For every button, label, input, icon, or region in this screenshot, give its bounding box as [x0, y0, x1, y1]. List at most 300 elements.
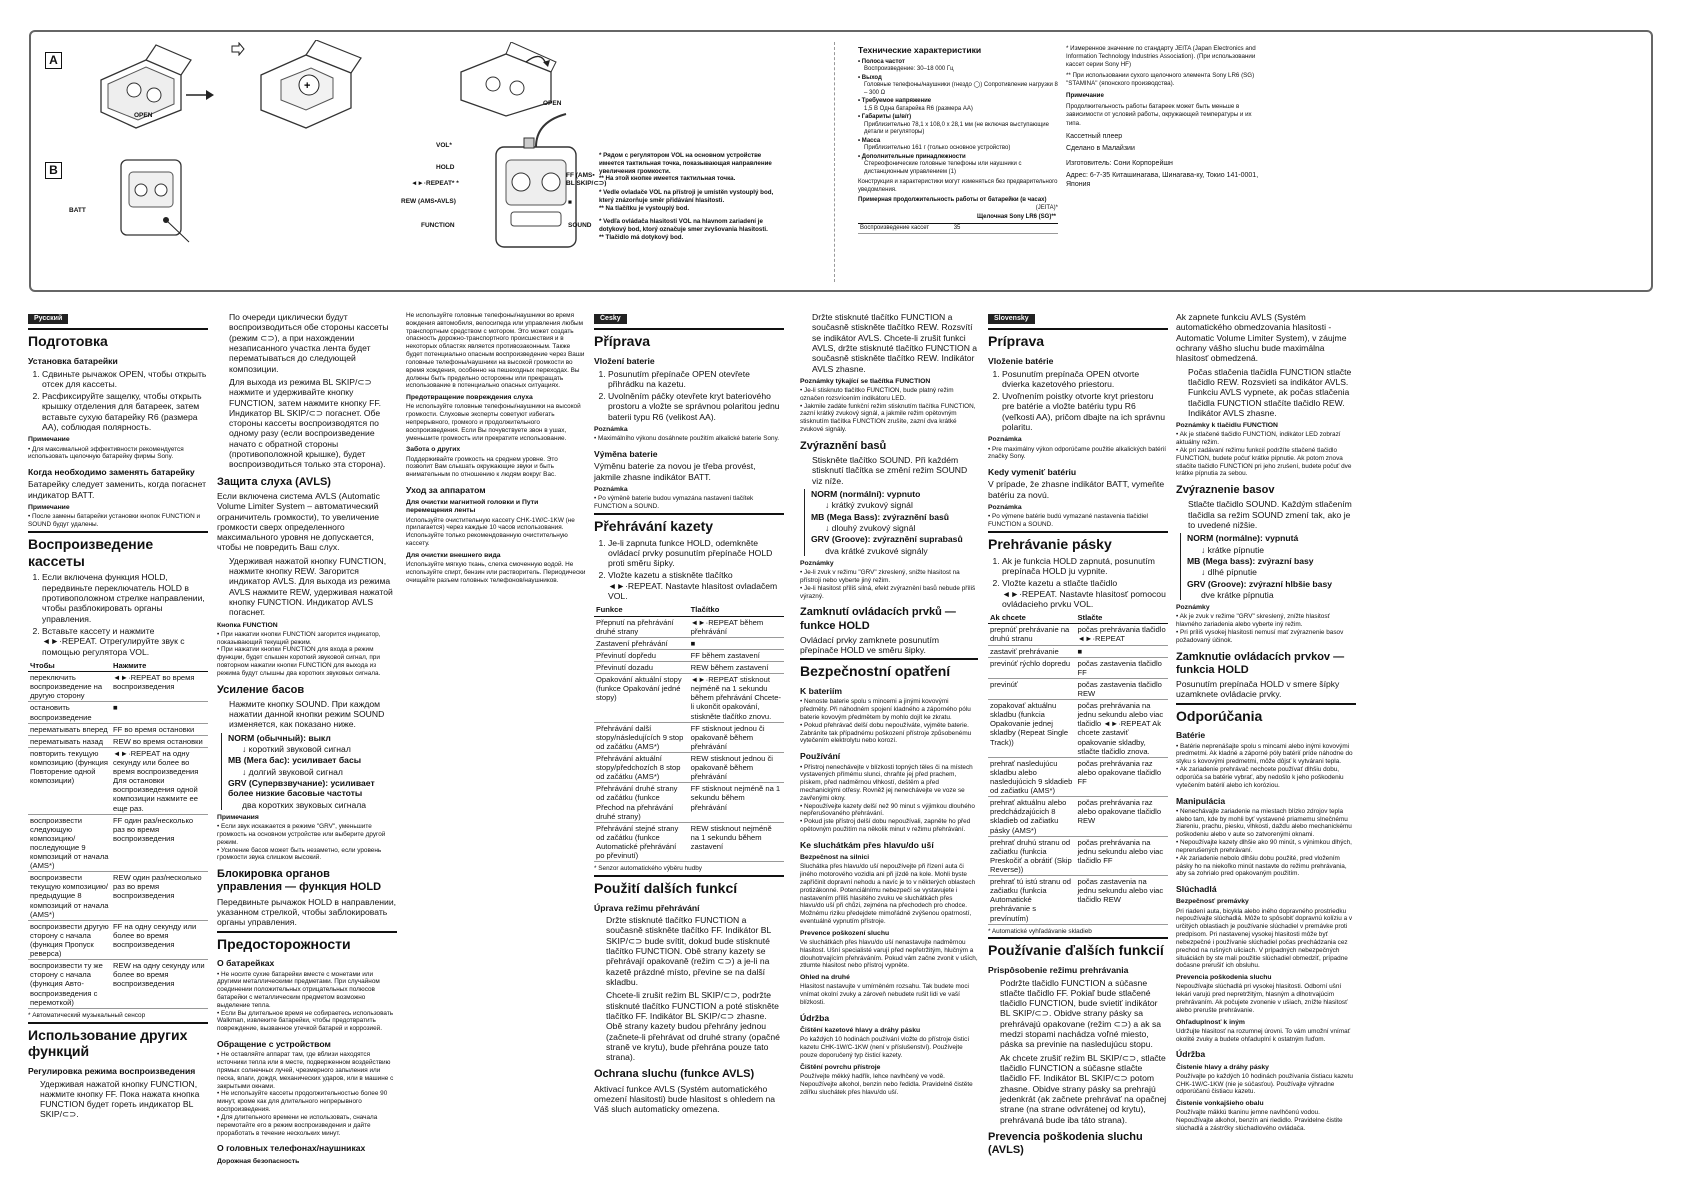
- table-row: [28, 960, 208, 1009]
- ru-ear-title: Предотвращение повреждения слуха: [406, 394, 533, 402]
- ru-other-title: Использование других функций: [28, 1022, 208, 1061]
- ru-mode-title: Регулировка режима воспроизведения: [28, 1066, 196, 1077]
- ru-flow-step: два коротких звуковых сигнала: [242, 799, 367, 810]
- table-cell: zastaviť prehrávanie: [988, 645, 1075, 657]
- cs-tag: Česky: [594, 314, 627, 324]
- cs-hold-title: Zamknutí ovládacích prvků — funkce HOLD: [800, 606, 956, 632]
- sk-note2-title: Poznámka: [988, 504, 1022, 512]
- table-row: [594, 649, 784, 661]
- batt-label: BATT: [69, 207, 86, 214]
- spec-key: • Полоса частот: [858, 58, 905, 65]
- battery-standard: (JEITA)*: [1035, 204, 1058, 211]
- table-row: [594, 822, 784, 861]
- sk-column: [988, 312, 1168, 1159]
- cs-clean1-title: Čištění kazetové hlavy a dráhy pásku: [800, 1027, 921, 1035]
- spec-key: • Требуемое напряжение: [858, 98, 932, 105]
- sk-battery-step: 1. Posunutím prepínača OPEN otvorte dvierka kazetového priestoru.: [1002, 369, 1168, 390]
- cs-play-steps: [594, 538, 784, 602]
- table-row: [594, 722, 784, 752]
- ru-tag: Русский: [28, 314, 68, 324]
- table-cell: Přehrávání další stopy/následujících 9 stop od začátku (AMS*): [594, 722, 689, 752]
- table-cell: FF stisknout jednou či opakovaně během přehrávání: [689, 722, 784, 752]
- cs-care-title: Používání: [800, 751, 841, 762]
- cs-prec-title: Bezpečnostní opatření: [800, 658, 978, 680]
- sound-label: SOUND: [568, 222, 592, 229]
- sk-ear: Nepoužívajte slúchadlá pri vysokej hlasitosti. Odborní ušní lekári varujú pred nepretržitým, hlasným a dlhotrvajúcim prehrávaním. Ak počujete zvonenie v ušiach, znížte hlasitosť alebo prerušte prehrávanie.: [1176, 983, 1348, 1014]
- table-cell: ■: [1075, 645, 1168, 657]
- ru-avls-2: Удерживая нажатой кнопку FUNCTION, нажмите кнопку REW. Загорится индикатор AVLS. Для выхода из режима AVLS нажмите REW, удерживая нажатой кнопку FUNCTION. Индикатор AVLS погаснет.: [229, 555, 393, 618]
- cs-bass: Stiskněte tlačítko SOUND. Při každém stisknutí tlačítka se změní režim SOUND viz níže.: [812, 455, 968, 486]
- sk-clean1-title: Čistenie hlavy a dráhy pásky: [1176, 1063, 1269, 1071]
- cs-flow-step: NORM (normální): vypnuto: [811, 489, 921, 500]
- specs-list: [858, 59, 1058, 177]
- cs-avls-title: Ochrana sluchu (funkce AVLS): [594, 1068, 755, 1081]
- spec-item: [858, 114, 1058, 137]
- sk-battery-title: Vloženie batérie: [988, 356, 1054, 367]
- rew-label: REW (AMS▪AVLS): [401, 198, 456, 205]
- ru-oth-title: Забота о других: [406, 446, 461, 454]
- figure-label-b: B: [45, 162, 62, 179]
- table-cell: zopakovať aktuálnu skladbu (funkcia Opakovanie jednej skladby (Repeat Single Track)): [988, 700, 1075, 758]
- sk-flow-step: MB (Mega bass): zvýrazní basy: [1187, 555, 1314, 566]
- ru-flow-step: ↓ короткий звуковой сигнал: [242, 744, 351, 755]
- battery-value: 35: [952, 223, 1058, 234]
- ru-road-title: Дорожная безопасность: [217, 1157, 300, 1165]
- table-cell: previnúť rýchlo dopredu: [988, 657, 1075, 678]
- table-cell: FF během zastavení: [689, 649, 784, 661]
- cs-prep-title: Příprava: [594, 328, 784, 350]
- ru-care-title: Обращение с устройством: [217, 1039, 331, 1050]
- cs-column: [594, 312, 784, 1118]
- cs-play-title: Přehrávání kazety: [594, 513, 784, 535]
- cs-battery-steps: [594, 369, 784, 423]
- table-row: [594, 616, 784, 637]
- figure-notes: [599, 152, 784, 242]
- ru-note1: • Для максимальной эффективности рекомендуется использовать щелочную батарейку фирмы Sony.: [28, 445, 184, 461]
- table-row: [28, 872, 208, 921]
- table-cell: počas prehrávania tlačidlo ◄►·REPEAT: [1075, 624, 1168, 645]
- sk-clean1: Používajte po každých 10 hodinách používania čistiacu kazetu CHK-1W/C-1KW (nie je súčasťou). Používajte výhradne odporúčanú čistiacu kazetu.: [1176, 1072, 1353, 1096]
- cs-oth: Hlasitost nastavujte v umírněném rozsahu. Tak budete moci vnímat okolní zvuky a zároveň nebudete rušit lidi ve vaší blízkosti.: [800, 983, 969, 1007]
- table-cell: ■: [689, 637, 784, 649]
- table-row: [988, 678, 1168, 699]
- ru-bat2-title: О батарейках: [217, 958, 275, 969]
- table-cell: ◄►·REPEAT на одну секунду или более во время воспроизведения Для остановки воспроизведения одной композиции нажмите ее еще раз.: [111, 747, 208, 814]
- table-cell: ◄►·REPEAT během přehrávání: [689, 616, 784, 637]
- ru-note3: • Если звук искажается в режиме "GRV", уменьшите громкость на основном устройстве или выберите другой режим. • Усиление басов может быть незаметно, если уровень громкости звука слишком высокий.: [217, 823, 386, 862]
- ru-avls-1: Если включена система AVLS (Automatic Volume Limiter System – автоматический ограничитель громкости), то увеличение громкости сверх определенного максимального уровня не допускается, чтобы не повредить Ваш слух.: [217, 490, 380, 553]
- cs-mode-1: Držte stisknuté tlačítko FUNCTION a současně stiskněte tlačítko FF. Indikátor BL SKIP/⊂⊃ bude svítit, dokud bude stisknuté tlačítko FUNCTION. Obě strany kazety se přehrávají opakovaně (režim ⊂⊃) a je-li na kazetě prázdné místo, převine se na další skladbu.: [606, 915, 771, 987]
- ru-hold-title: Блокировка органов управления — функция HOLD: [217, 868, 382, 894]
- table-row: [988, 836, 1168, 875]
- table-cell: REW během zastavení: [689, 661, 784, 673]
- sk-play-title: Prehrávanie pásky: [988, 531, 1168, 553]
- open-label-main: OPEN: [543, 100, 562, 107]
- ru-avls-title: Защита слуха (AVLS): [217, 475, 331, 488]
- sk-sound-flow: [1180, 533, 1356, 600]
- table-cell: ◄►·REPEAT во время воспроизведения: [111, 672, 208, 702]
- table-header: [594, 604, 784, 616]
- sk-play-step: 1. Ak je funkcia HOLD zapnutá, posunutím prepínača HOLD ju vypnite.: [1002, 556, 1168, 577]
- repeat-label: ◄►·REPEAT* *: [411, 180, 459, 187]
- ru-column: [406, 312, 586, 586]
- table-cell: повторить текущую композицию (функция Повторение одной композиции): [28, 747, 111, 814]
- sk-care-title: Manipulácia: [1176, 795, 1226, 806]
- table-row: [988, 757, 1168, 796]
- ru-clean1-title: Для очистки магнитной головки и Пути перемещения ленты: [406, 499, 539, 515]
- sk-function-table: [988, 612, 1168, 924]
- table-cell: переключить воспроизведение на другую сторону: [28, 672, 111, 702]
- table-cell: остановить воспроизведение: [28, 702, 111, 723]
- sk-oth: Udržujte hlasitosť na rozumnej úrovni. To vám umožní vnímať okolité zvuky a budete ohľaduplní k ostatným ľuďom.: [1176, 1027, 1351, 1043]
- sk-maint-title: Údržba: [1176, 1049, 1206, 1060]
- sk-prep-title: Príprava: [988, 328, 1168, 350]
- table-row: [594, 674, 784, 723]
- sk-flow-step: ↓ dlhé pípnutie: [1201, 567, 1257, 578]
- ru-flow-step: NORM (обычный): выкл: [228, 732, 331, 743]
- sk-road-title: Bezpečnosť premávky: [1176, 898, 1249, 906]
- sk-th2: Stlačte: [1075, 612, 1168, 624]
- table-cell: Převinutí dozadu: [594, 661, 689, 673]
- spec-item: [858, 154, 1058, 177]
- specifications-2: [1066, 45, 1266, 192]
- ru-oth: Поддерживайте громкость на среднем уровне. Это позволит Вам слышать окружающие звуки и быть внимательным по отношению к людям вокруг Вас.: [406, 455, 558, 479]
- cs-hold: Ovládací prvky zamknete posunutím přepínače HOLD ve směru šipky.: [800, 634, 939, 655]
- stop-label: ■: [568, 199, 572, 206]
- cs-note1-title: Poznámka: [594, 426, 628, 434]
- table-cell: počas zastavenia tlačidlo REW: [1075, 678, 1168, 699]
- sk-fn-notes: • Ak je stlačené tlačidlo FUNCTION, indikátor LED zobrazí aktuálny režim. • Ak pri zadávaní režimu funkcií podržíte stlačené tlačidlo FUNCTION, budete počuť krátke pípnutie. Ak potom znova stlačíte tlačidlo FUNCTION pri jeho zrušení, budete počuť dve krátke pípnutia za sebou.: [1176, 431, 1352, 478]
- ru-when-title: Когда необходимо заменять батарейку: [28, 467, 195, 478]
- sk-play-step: 2. Vložte kazetu a stlačte tlačidlo ◄►·REPEAT. Nastavte hlasitosť pomocou ovládacieho prvku VOL.: [1002, 578, 1168, 609]
- cs-th1: Funkce: [594, 604, 689, 616]
- sk-avls-2: Počas stlačenia tlačidla FUNCTION stlačte tlačidlo REW. Rozsvieti sa indikátor AVLS. Funkciu AVLS vypnete, ak počas stlačenia tlačidla FUNCTION stlačíte tlačidlo REW. Indikátor AVLS zhasne.: [1188, 366, 1352, 418]
- cs-bat2: • Nenoste baterie spolu s mincemi a jinými kovovými předměty. Při náhodném spojení kladného a záporného pólu baterie kovovým předmětem by mohlo dojít ke zkratu. • Pokud přehrávač delší dobu nepoužíváte, vyjměte baterie. Zabráníte tak případnému poškození přístroje způsobenému vytečením elektrolytu nebo korozí.: [800, 698, 972, 745]
- sk-clean2: Používajte mäkkú tkaninu jemne navlhčenú vodou. Nepoužívajte alkohol, benzín ani riedidlo. Pravidelne čistite slúchadlá a zástrčky slúchadlového ovládača.: [1176, 1109, 1343, 1133]
- ru-note3-title: Примечания: [217, 813, 259, 821]
- cs-road-title: Bezpečnost na silnici: [800, 854, 870, 862]
- ru-care: • Не оставляйте аппарат там, где вблизи находятся источники тепла или в месте, подверженном воздействию прямых солнечных лучей, чрезмерного запыления или песка, влаги, дождя, механических ударов, или в машине с закрытыми окнами. • Не используйте кассеты продолжительностью более 90 минут, кроме как для длительного непрерывного воспроизведения. • Для длительного времени не использовать, сначала перемотайте его в режим воспроизведения и дайте проработать в течение нескольких минут.: [217, 1051, 394, 1137]
- cs-battery-step: 2. Uvolněním páčky otevřete kryt bateriového prostoru a vložte se správnou polaritou jednu baterii typu R6 (velikost AA).: [608, 391, 784, 422]
- ru-function-table: [28, 660, 208, 1009]
- ru-play-step: 2. Вставьте кассету и нажмите ◄►·REPEAT. Отрегулируйте звук с помощью регулятора VOL.: [42, 626, 208, 657]
- ru-play-title: Воспроизведение кассеты: [28, 531, 208, 570]
- sk-th1: Ak chcete: [988, 612, 1075, 624]
- cs-flow-step: ↓ krátký zvukový signál: [825, 500, 913, 511]
- sk-battery-step: 2. Uvoľnením poistky otvorte kryt priestoru pre batérie a vložte batériu typu R6 (veľkosti AA), pričom dbajte na ich správnu polaritu.: [1002, 391, 1168, 432]
- ru-ams-note: * Автоматический музыкальный сенсор: [28, 1011, 146, 1019]
- svg-text:+: +: [304, 80, 311, 92]
- ru-bat2: • Не носите сухие батарейки вместе с монетами или другими металлическими предметами. При случайном соединении положительных отрицательных полюсов батарейки с металлическим предметом возможно выделение тепла. • Если Вы длительное время не собираетесь использовать Walkman, извлеките батарейки, чтобы предотвратить повреждение, вызванное утечкой батарей и коррозией.: [217, 970, 394, 1033]
- table-row: [988, 797, 1168, 836]
- table-cell: Přepnutí na přehrávání druhé strany: [594, 616, 689, 637]
- table-cell: перематывать вперед: [28, 723, 111, 735]
- ru-clean1: Используйте очистительную кассету CHK-1W/C-1KW (не прилагается) через каждые 10 часов использования. Используйте только рекомендованную очистительную кассету.: [406, 516, 575, 547]
- table-row: [28, 920, 208, 959]
- table-row: [594, 752, 784, 782]
- ru-head-title: О головных телефонах/наушниках: [217, 1143, 366, 1154]
- table-header: [28, 660, 208, 672]
- ru-th1: Чтобы: [28, 660, 111, 672]
- spec-value: Стереофонические головные телефоны или наушники с дистанционным управлением (1): [864, 161, 1022, 175]
- sk-when-title: Kedy vymeniť batériu: [988, 467, 1077, 478]
- table-cell: počas zastavenia tlačidlo FF: [1075, 657, 1168, 678]
- ru-fn-notes: • При нажатии кнопки FUNCTION загорится индикатор, показывающий текущий режим. • При нажатии кнопки FUNCTION для входа в режим функции, будет слышен короткий звуковой сигнал, при повторном нажатии кнопки FUNCTION для выхода из режима будут слышны два коротких звуковых сигнала.: [217, 630, 381, 677]
- table-row: [988, 700, 1168, 758]
- ru-flow-step: GRV (Супервзвучание): усиливает более низкие басовые частоты: [228, 778, 375, 799]
- sk-bat2-title: Batérie: [1176, 730, 1206, 741]
- ru-mode-3: Для выхода из режима BL SKIP/⊂⊃ нажмите и удерживайте кнопку FUNCTION, затем нажмите кнопку FF. Индикатор BL SKIP/⊂⊃ погаснет. Обе стороны кассеты воспроизводятся по одному разу (если воспроизведение начато с обратной стороны (противоположной крышке), будет воспроизводиться только эта сторона).: [229, 376, 386, 470]
- table-row: [28, 814, 208, 872]
- table-cell: prehrať nasledujúcu skladbu alebo nasledujúcich 9 skladieb od začiatku (AMS*): [988, 757, 1075, 796]
- product-name: Кассетный плеер: [1066, 132, 1123, 140]
- ru-ear: Не используйте головные телефоны/наушники на высокой громкости. Слуховые эксперты советуют избегать непрерывного, громкого и продолжительного воспроизведения. Если Вы почувствуете звон в ушах, уменьшите громкость или прекратите использование.: [406, 403, 581, 442]
- table-cell: previnúť: [988, 678, 1075, 699]
- ru-column: [28, 312, 208, 1123]
- sk-play-steps: [988, 556, 1168, 610]
- made-in: Сделано в Малайзии: [1066, 144, 1135, 152]
- table-cell: FF один раз/несколько раз во время воспроизведения: [111, 814, 208, 872]
- sk-avls-1: Ak zapnete funkciu AVLS (Systém automatického obmedzovania hlasitosti - Automatic Volume Limiter System), v záujme ochrany vášho sluchu bude maximálna hlasitosť obmedzená.: [1176, 312, 1347, 364]
- divider: [834, 42, 835, 282]
- battery-row: Воспроизведение кассет: [858, 223, 952, 234]
- sk-note1: • Pre maximálny výkon odporúčame použitie alkalických batérií značky Sony.: [988, 445, 1167, 461]
- sk-mode-1: Podržte tlačidlo FUNCTION a súčasne stlačte tlačidlo FF. Pokiaľ bude stlačené tlačidlo FUNCTION, bude svietiť indikátor BL SKIP/⊂⊃. Obidve strany pásky sa prehrávajú opakovane (režim ⊂⊃) a ak sa medzi stopami nachádza voľné miesto, páska sa previnie na nasledujúcu stopu.: [1000, 977, 1162, 1050]
- table-cell: REW во время остановки: [111, 735, 208, 747]
- spec-item: [858, 75, 1058, 98]
- ru-hold: Передвиньте рычажок HOLD в направлении, указанном стрелкой, чтобы заблокировать органы управления.: [217, 896, 397, 928]
- cs-oth-title: Ohled na druhé: [800, 974, 850, 982]
- cs-battery-step: 1. Posunutím přepínače OPEN otevřete přihrádku na kazetu.: [608, 369, 784, 390]
- ru-play-steps: [28, 572, 208, 657]
- cs-avls-1: Aktivací funkce AVLS (Systém automatického omezení hlasitosti) bude hlasitost s ohledem na Váš sluch automaticky omezena.: [594, 1083, 776, 1115]
- sk-bat2: • Batérie neprenášajte spolu s mincami alebo inými kovovými predmetmi. Ak kladné a záporné póly batérií príde náhodne do styku s kovovými predmetmi, môže dôjsť k vytvárani tepla. • Ak zariadenie prehrávač nechcete používať dlhšiu dobu, odporúča sa batérie vybrať, aby nedošlo k jeho poškodeniu vytečením batérií alebo ich koróziou.: [1176, 742, 1353, 789]
- spec-key: • Масса: [858, 137, 881, 144]
- spec-item: [858, 59, 1058, 74]
- sk-head-title: Slúchadlá: [1176, 884, 1217, 895]
- cs-other-title: Použití dalších funkcí: [594, 875, 784, 897]
- spec-value: 1,5 В Одна батарейка R6 (размера AA): [864, 105, 973, 112]
- table-cell: prehrať tú istú stranu od začiatku (funkcia Automatické prehrávanie s prevínutím): [988, 876, 1075, 925]
- table-row: [594, 783, 784, 822]
- ru-mode-1: Удерживая нажатой кнопку FUNCTION, нажмите кнопку FF. Пока нажата кнопка FUNCTION будет гореть индикатор BL SKIP/⊂⊃.: [40, 1078, 200, 1120]
- cs-clean2-title: Čištění povrchu přístroje: [800, 1063, 881, 1071]
- table-cell: prehrať druhú stranu od začiatku (funkcia Preskočiť a obrátiť (Skip Reverse)): [988, 836, 1075, 875]
- table-row: [28, 702, 208, 723]
- ru-note1-title: Примечание: [28, 436, 70, 444]
- table-cell: Opakování aktuální stopy (funkce Opakování jedné stopy): [594, 674, 689, 723]
- table-row: [28, 747, 208, 814]
- sk-bass-title: Zvýraznenie basov: [1176, 484, 1275, 497]
- sk-flow-step: dve krátke pípnutia: [1201, 589, 1274, 600]
- table-cell: воспроизвести другую сторону с начала (функция Пропуск реверса): [28, 920, 111, 959]
- open-label-a: OPEN: [134, 112, 153, 119]
- cs-avls-2: Držte stisknuté tlačítko FUNCTION a současně stiskněte tlačítko REW. Rozsvítí se indikátor AVLS. Chcete-li zrušit funkci AVLS, držte stisknuté tlačítko FUNCTION a současně stiskněte tlačítko REW. Indikátor AVLS zhasne.: [812, 312, 978, 374]
- table-row: [988, 876, 1168, 925]
- manufacturer-address: Адрес: 6-7-35 Киташинагава, Шинагава-ку, Токио 141-0001, Япония: [1066, 171, 1259, 188]
- note-sk-2: ** Tlačidlo má dotykový bod.: [599, 233, 684, 241]
- spec-key: • Дополнительные принадлежности: [858, 153, 966, 160]
- table-cell: воспроизвести следующую композицию/последующие 9 композиций от начала (AMS*): [28, 814, 111, 872]
- table-cell: REW один раз/несколько раз во время воспроизведения: [111, 872, 208, 921]
- cs-note2: • Po výměně baterie budou vymazána nastavení tlačítek FUNCTION a SOUND.: [594, 495, 754, 510]
- sk-ear-title: Prevencia poškodenia sluchu: [1176, 974, 1272, 982]
- sk-care: • Nenechávajte zariadenie na miestach blízko zdrojov tepla alebo tam, kde by mohli byť vystavené priamemu slnečnému žiareniu, prachu, piesku, vlhkosti, dažďu alebo mechanickému poškodeniu alebo v aute so zatvorenými oknami. • Nepoužívajte kazety dlhšie ako 90 minút, s výnimkou dlhých, neprerušených prehrávaní. • Ak zariadenie nebolo dlhšiu dobu použité, pred vložením pásky ho na niekoľko minút nastavte do režimu prehrávania, aby sa zohrialo pred opakovaným použitím.: [1176, 807, 1352, 878]
- table-cell: prepnúť prehrávanie na druhú stranu: [988, 624, 1075, 645]
- cs-flow-step: ↓ dlouhý zvukový signál: [825, 522, 916, 533]
- spec-item: [858, 98, 1058, 113]
- cs-clean1: Po každých 10 hodinách používání vložte do přístroje čisticí kazetu CHK-1W/C-1KW (není v příslušenství). Používejte pouze doporučený typ čisticí kazety.: [800, 1036, 970, 1059]
- sk-oth-title: Ohľaduplnosť k iným: [1176, 1018, 1245, 1026]
- table-row: [28, 735, 208, 747]
- ru-battery-step: 1. Сдвиньте рычажок OPEN, чтобы открыть отсек для кассеты.: [42, 369, 208, 390]
- table-cell: Přehrávání druhé strany od začátku (funkce Přechod na přehrávání druhé strany): [594, 783, 689, 822]
- sk-tag: Slovensky: [988, 314, 1035, 324]
- ru-clean2: Используйте мягкую ткань, слегка смоченную водой. Не используйте спирт, бензин или растворитель. Периодически очищайте разъем головных телефонов/наушников.: [406, 560, 586, 584]
- table-cell: FF на одну секунду или более во время воспроизведения: [111, 920, 208, 959]
- note-cs-2: ** Na tlačítku je vystouplý bod.: [599, 204, 690, 212]
- ru-note2-title: Примечание: [28, 504, 70, 512]
- cs-mode-2: Chcete-li zrušit režim BL SKIP/⊂⊃, podržte stisknuté tlačítko FUNCTION a poté stiskněte tlačítko FF. Indikátor BL SKIP/⊂⊃ zhasne. Obě strany kazety budou přehrány jednou (začnete-li přehrávat od druhé strany (opačné straně ve krytu), bude přehrána pouze tato strana).: [606, 990, 780, 1063]
- cs-ams-note: * Senzor automatického výběru hudby: [594, 865, 702, 873]
- sk-prec-title: Odporúčania: [1176, 703, 1356, 725]
- cs-road: Sluchátka přes hlavu/do uší nepoužívejte při řízení auta či jiného motorového vozidla ani při jízdě na kole. Mohli byste zapříčinit dopravní nehodu a navíc je to v některých oblastech protizákonné. Potenciálnímu nebezpečí se vystavujete i nastavením příliš hlasitého zvuku ve sluchátkách přes hlavu/do uší při chůzi, zejména na přechodech pro chodce. Možnému riziku předejdete mimořádně zvýšenou opatrností, eventuálně vypnutím přístroje.: [800, 863, 976, 926]
- cs-clean2: Používejte měkký hadřík, lehce navlhčený ve vodě. Nepoužívejte alkohol, benzin nebo ředidla. Pravidelně čistěte zdířku sluchátek přes hlavu/do uší.: [800, 1072, 973, 1096]
- function-label: FUNCTION: [421, 222, 455, 229]
- table-row: [988, 645, 1168, 657]
- table-cell: Přehrávání stejné strany od začátku (funkce Automatické přehrávání po převinutí): [594, 822, 689, 861]
- ru-bass-title: Усиление басов: [217, 683, 305, 696]
- spec-key: • Выход: [858, 74, 882, 81]
- cs-bass-title: Zvýraznění basů: [800, 439, 887, 452]
- figure-label-a: A: [45, 52, 62, 69]
- table-cell: ◄►·REPEAT stisknout nejméně na 1 sekundu během přehrávání Chcete-li ukončit opakování, stiskněte tlačítko znovu.: [689, 674, 784, 723]
- spec-value: Приблизительно 78,1 x 108,0 x 28,1 мм (не включая выступающие детали и регуляторы): [864, 121, 1049, 136]
- cs-bat2-title: K bateriím: [800, 686, 843, 697]
- table-row: [28, 672, 208, 702]
- table-cell: FF во время остановки: [111, 723, 208, 735]
- table-cell: перематывать назад: [28, 735, 111, 747]
- table-cell: REW stisknout jednou či opakovaně během přehrávání: [689, 752, 784, 782]
- ru-fn-title: Кнопка FUNCTION: [217, 621, 278, 629]
- arrow-right-icon: [231, 42, 245, 56]
- cs-flow-step: GRV (Groove): zvýraznění suprabasů: [811, 534, 963, 545]
- battery-col: Щелочная Sony LR6 (SG)**: [952, 213, 1058, 223]
- spec-footnote-2: ** При использовании сухого щелочного элемента Sony LR6 (SG) "STAMINA" (японского производства).: [1066, 72, 1255, 88]
- sk-column: [1176, 312, 1356, 1135]
- spec-value: Головные телефоны/наушники (гнездо ◯) Сопротивление нагрузки 8 – 300 Ω: [864, 82, 1058, 96]
- ff-label: FF (AMS▪ BL SKIP/⊂⊃): [566, 172, 607, 187]
- ru-bass: Нажмите кнопку SOUND. При каждом нажатии данной кнопки режим SOUND изменяется, как показано ниже.: [229, 698, 385, 730]
- sk-road: Pri riadení auta, bicykla alebo iného dopravného prostriedku nepoužívajte slúchadlá. Môže to spôsobiť dopravnú kolíziu a v určitých oblastiach je používanie slúchadiel v premávke proti predpisom. Pri nastavenej vysokej hlasitosti môže byť nebezpečné i používanie slúchadiel počas prechádzania cez prechod na rušných uliciach. V prípadných nebezpečných situáciách by ste mali použitie slúchadiel obmedziť, prípadne dočasne prerušiť ich obsluhu.: [1176, 907, 1353, 970]
- ru-mode-2: По очереди циклически будут воспроизводиться обе стороны кассеты (режим ⊂⊃), а при нахождении незаписанного участка лента будет перематываться до следующей композиции.: [229, 312, 389, 374]
- spec-value: Приблизительно 161 г (только основное устройство): [864, 145, 1011, 152]
- ru-flow-step: ↓ долгий звуковой сигнал: [242, 766, 343, 777]
- table-cell: REW stisknout nejméně na 1 sekundu během zastavení: [689, 822, 784, 861]
- note-ru-1: * Рядом с регулятором VOL на основном устройстве имеется тактильная точка, показывающая направление увеличения громкости.: [599, 152, 772, 175]
- table-cell: počas prehrávania na jednu sekundu alebo viac tlačidlo ◄►·REPEAT Ak chcete zastaviť opakovanie skladby, stlačte tlačidlo znova.: [1075, 700, 1168, 758]
- sk-clean2-title: Čistenie vonkajšieho obalu: [1176, 1100, 1264, 1108]
- table-cell: počas prehrávania raz alebo opakovane tlačidlo FF: [1075, 757, 1168, 796]
- battery-life-table: [858, 213, 1058, 234]
- vol-label: VOL*: [436, 142, 452, 149]
- cs-battery-title: Vložení baterie: [594, 356, 655, 367]
- sk-flow-step: ↓ krátke pípnutie: [1201, 544, 1265, 555]
- cs-fn-notes: • Je-li stisknuto tlačítko FUNCTION, bude platný režim označen rozsvícením indikátoru LED. • Jakmile zadáte funkční režim stisknutím tlačítka FUNCTION, zazní krátký zvukový signál, a jakmile režim opětovným stisknutím tlačítka FUNCTION zrušíte, zazní dva krátké zvukové signály.: [800, 387, 976, 434]
- cs-head-title: Ke sluchátkám přes hlavu/do uší: [800, 839, 934, 850]
- spec-item: [858, 138, 1058, 153]
- table-cell: Převinutí dopředu: [594, 649, 689, 661]
- table-cell: počas zastavenia na jednu sekundu alebo viac tlačidlo REW: [1075, 876, 1168, 925]
- cs-fn-title: Poznámky týkající se tlačítka FUNCTION: [800, 377, 931, 385]
- cs-when: Výměnu baterie za novou je třeba provést, jakmile zhasne indikátor BATT.: [594, 461, 756, 482]
- cs-th2: Tlačítko: [689, 604, 784, 616]
- table-cell: FF stisknout nejméně na 1 sekundu během přehrávání: [689, 783, 784, 822]
- spec-key: • Габариты (ш/в/г): [858, 114, 912, 121]
- ru-when: Батарейку следует заменить, когда погаснет индикатор BATT.: [28, 479, 207, 500]
- specs-design-note: Конструкция и характеристики могут изменяться без предварительного уведомления.: [858, 179, 1058, 193]
- note-cs-1: * Vedle ovladače VOL na přístroji je umístěn vystouplý bod, který znázorňuje směr přidávání hlasitosti.: [599, 189, 774, 204]
- sk-mode-2: Ak chcete zrušiť režim BL SKIP/⊂⊃, stlačte tlačidlo FUNCTION a súčasne stlačte tlačidlo FF. Indikátor BL SKIP/⊂⊃ potom zhasne. Obidve strany pásky sa prehrajú jedenkrát (ak začnete prehrávať na opačnej strane (na strane odvrátenej od krytu), prehrávaná bude iba táto strana).: [1000, 1052, 1167, 1125]
- cs-sound-flow: [804, 489, 978, 556]
- table-cell: počas prehrávania raz alebo opakovane tlačidlo REW: [1075, 797, 1168, 836]
- sk-flow-step: GRV (Groove): zvýrazní hlbšie basy: [1187, 578, 1333, 589]
- sk-note3-title: Poznámky: [1176, 604, 1210, 612]
- table-cell: prehrať aktuálnu alebo predchádzajúcich 8 skladieb od začiatku pásky (AMS*): [988, 797, 1075, 836]
- battery-compartment-illustration: [251, 40, 371, 130]
- cs-note2-title: Poznámka: [594, 485, 628, 493]
- ru-column: [217, 312, 397, 1167]
- battery-insert-illustration: [86, 40, 236, 130]
- ru-road: Не используйте головные телефоны/наушники во время вождения автомобиля, велосипеда или управления любым транспортным средством с мотором. Это может создать опасность дорожно-транспортного происшествия и в некоторых областях является противозаконным. Также будет потенциально опасным воспроизведение через Ваши головные телефоны/наушники на высокой громкости во время хождения, особенно на пешеходных переходах. Вы должны быть предельно осторожны или прекращать использование в потенциально опасных ситуациях.: [406, 312, 585, 390]
- cs-maint-title: Údržba: [800, 1012, 830, 1023]
- battery-life-title: Примерная продолжительность работы от батарейки (в часах): [858, 197, 1047, 204]
- note-sk-1: * Vedľa ovládača hlasitosti VOL na hlavnom zariadení je dotykový bod, ktorý označuje smer zvyšovania hlasitosti.: [599, 218, 768, 233]
- cs-when-title: Výměna baterie: [594, 449, 658, 460]
- cs-play-step: 1. Je-li zapnuta funkce HOLD, odemkněte ovládací prvky posunutím přepínače HOLD proti směru šipky.: [608, 538, 784, 569]
- spec-footnote-1: * Измеренное значение по стандарту JEITA (Japan Electronics and Information Technology Industries Association). (При использовании кассет серии Sony HF): [1066, 45, 1256, 69]
- sk-fn-title: Poznámky k tlačidlu FUNCTION: [1176, 422, 1278, 430]
- specifications: [858, 45, 1058, 235]
- table-row: [594, 637, 784, 649]
- ru-clean2-title: Для очистки внешнего вида: [406, 551, 501, 559]
- ru-prec-title: Предосторожности: [217, 931, 397, 953]
- table-row: [594, 661, 784, 673]
- ru-flow-step: MB (Мега бас): усиливает басы: [228, 755, 362, 766]
- ru-maint-title: Уход за аппаратом: [406, 484, 486, 495]
- table-row: [988, 624, 1168, 645]
- cs-mode-title: Úprava režimu přehrávání: [594, 902, 700, 913]
- ru-battery-steps: [28, 369, 208, 433]
- ru-prep-title: Подготовка: [28, 328, 208, 350]
- spec-note-title: Примечание: [1066, 92, 1104, 100]
- sk-when: V prípade, že zhasne indikátor BATT, vymeňte batériu za novú.: [988, 479, 1165, 500]
- ru-th2: Нажмите: [111, 660, 208, 672]
- table-row: [28, 723, 208, 735]
- ru-battery-title: Установка батарейки: [28, 356, 118, 367]
- sk-note2: • Po výmene batérie budú vymazané nastavenia tlačidiel FUNCTION a SOUND.: [988, 513, 1148, 529]
- sk-ams-note: * Automatické vyhľadávanie skladieb: [988, 927, 1092, 935]
- table-cell: воспроизвести ту же сторону с начала (функция Авто-воспроизведения с перемоткой): [28, 960, 111, 1009]
- table-cell: Zastavení přehrávání: [594, 637, 689, 649]
- sk-hold: Posunutím prepínača HOLD v smere šípky uzamknete ovládacie prvky.: [1176, 678, 1340, 700]
- cs-note3-title: Poznámky: [800, 559, 834, 567]
- cs-flow-step: dva krátké zvukové signály: [825, 545, 928, 556]
- manufacturer: Изготовитель: Сони Корпорейшн: [1066, 159, 1173, 167]
- ru-sound-flow: [221, 733, 397, 810]
- cs-care: • Přístroj nenechávejte v blízkosti topných těles či na místech vystavených přímému slunci, chraňte jej před prachem, pískem, před nadměrnou vlhkostí, deštěm a před mechanickými otřesy. Rovněž jej nenechávejte ve voze se zavřenými okny. • Nepoužívejte kazety delší než 90 minut s výjimkou dlouhého nepřerušovaného přehrávání. • Pokud jste přístroj delší dobu nepoužívali, zapněte ho před opětovným použitím na několik minut v režimu přehrávání.: [800, 763, 975, 834]
- table-cell: воспроизвести текущую композицию/предыдущие 8 композиций от начала (AMS*): [28, 872, 111, 921]
